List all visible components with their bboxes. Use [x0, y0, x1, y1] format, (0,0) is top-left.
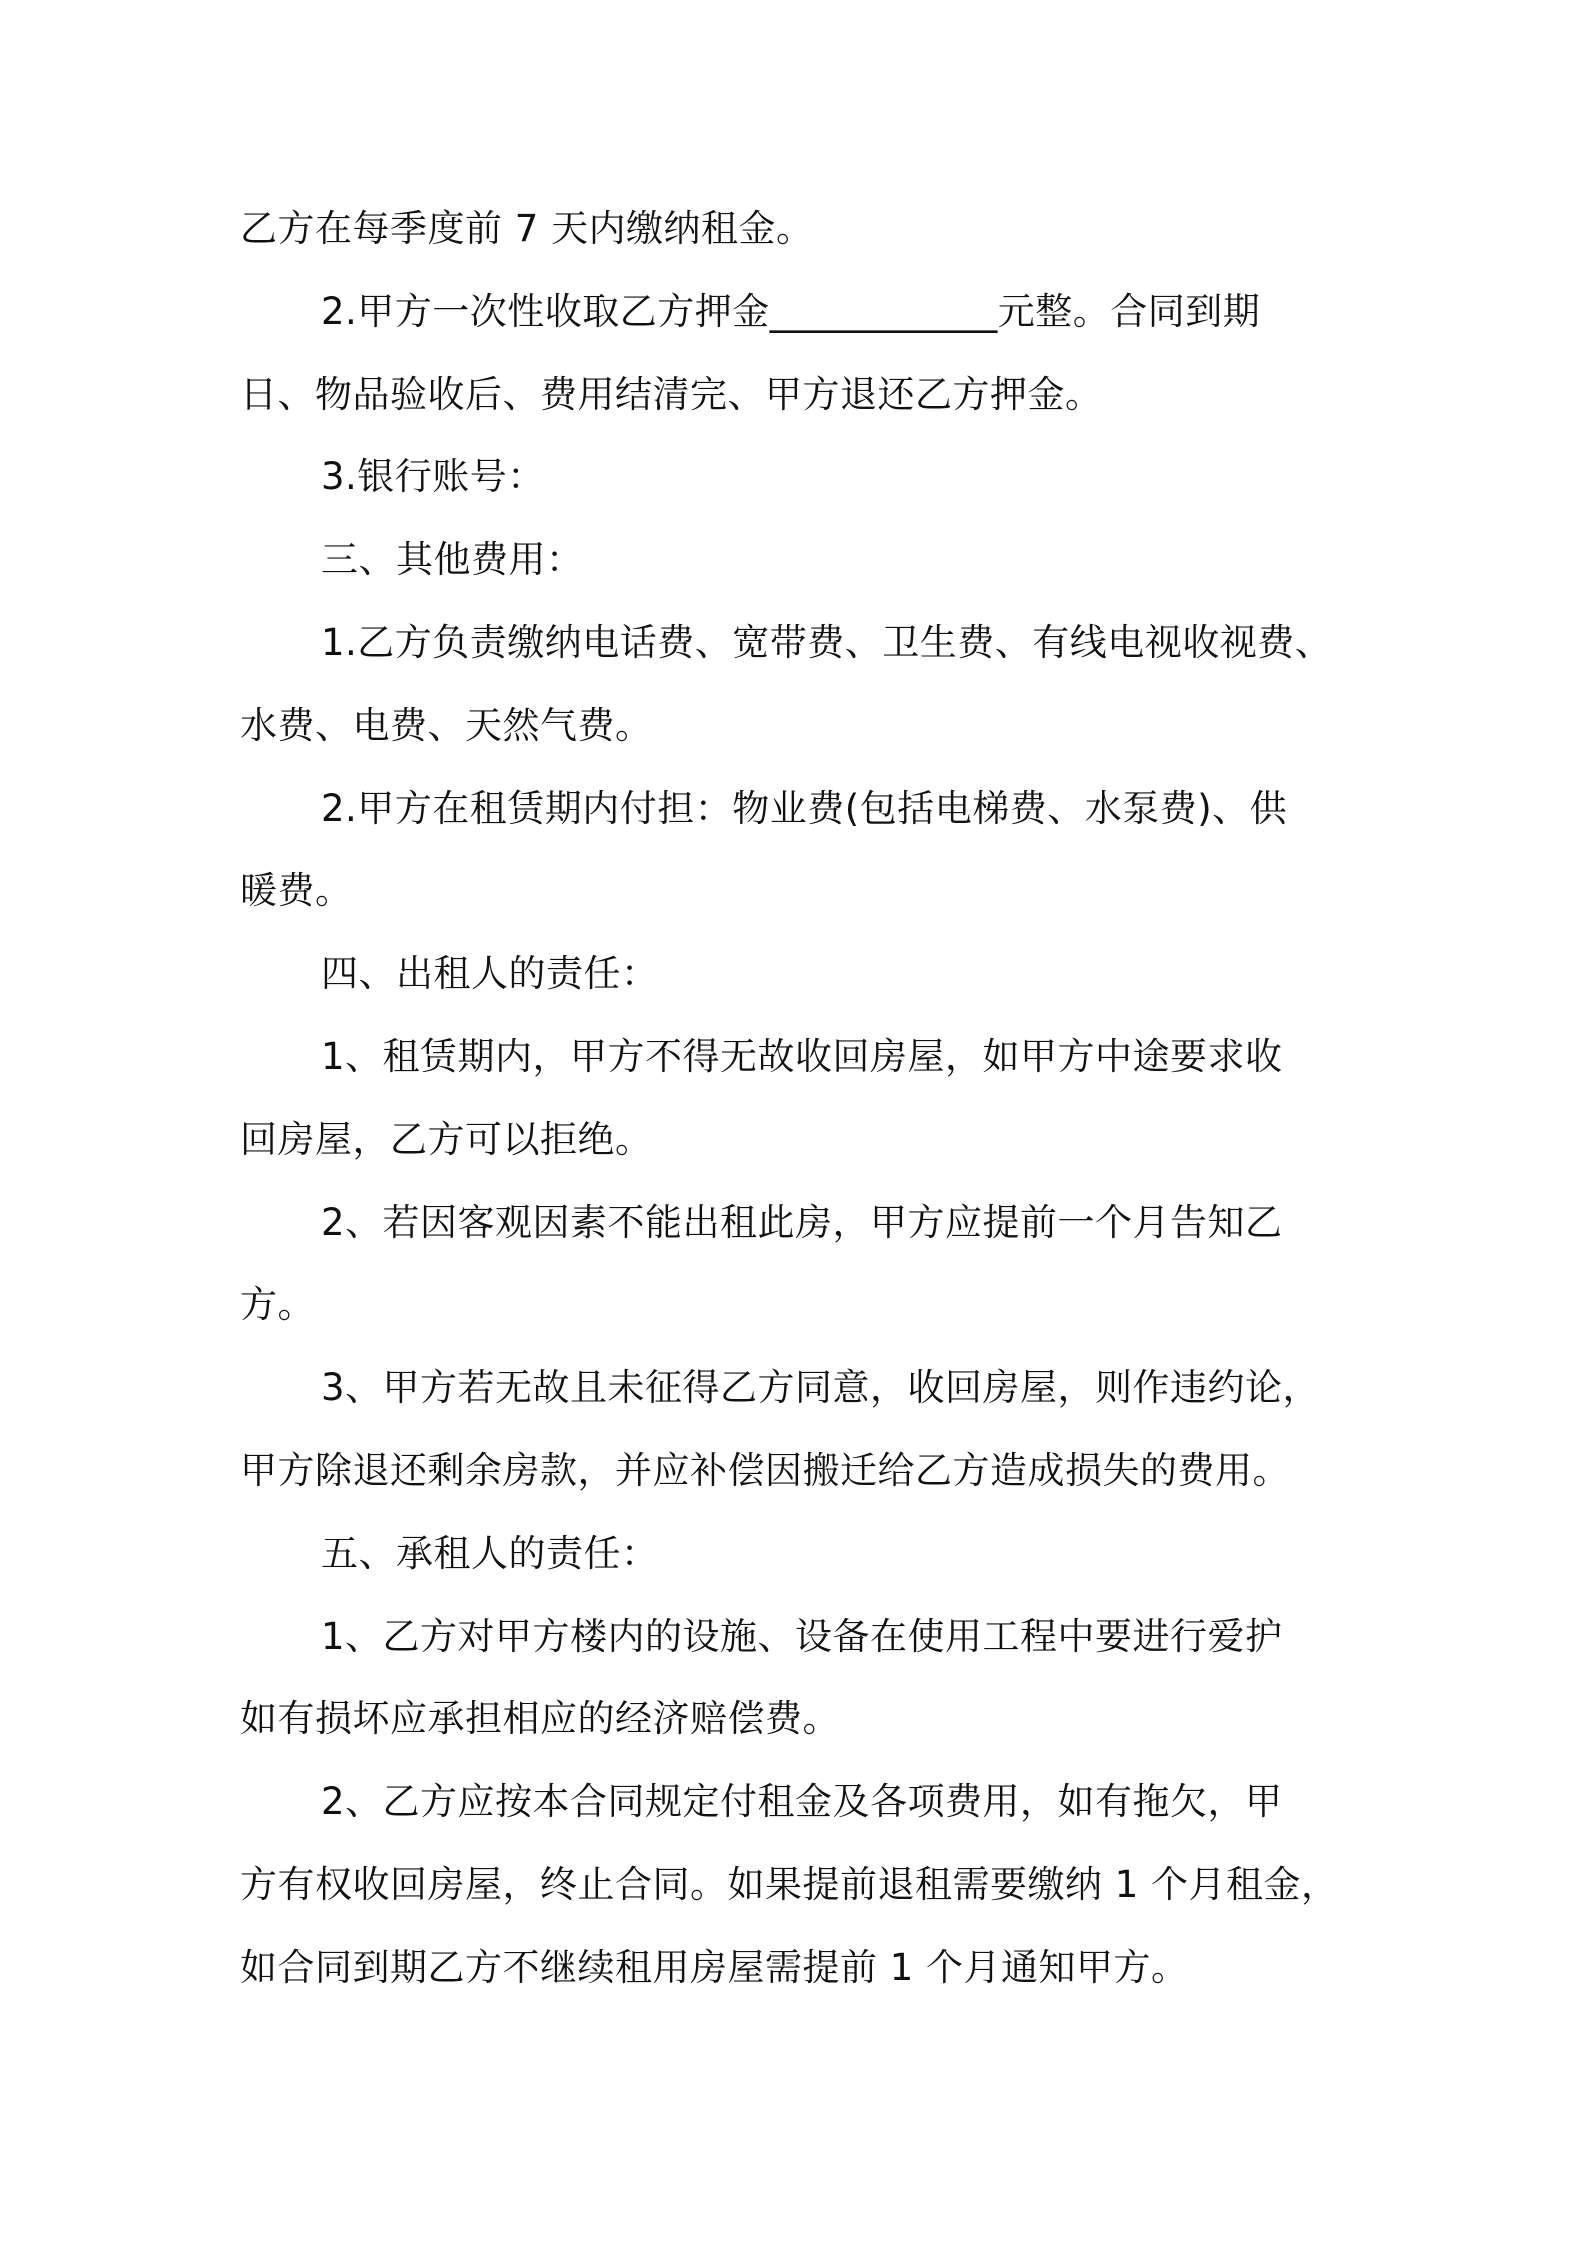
section-heading: 五、承租人的责任：	[321, 1532, 659, 1575]
section-heading: 三、其他费用：	[321, 538, 584, 581]
text-line: 如合同到期乙方不继续租用房屋需提前 1 个月通知甲方。	[240, 1946, 1189, 1989]
text-line: 1.乙方负责缴纳电话费、宽带费、卫生费、有线电视收视费、	[321, 621, 1333, 664]
text-line: 水费、电费、天然气费。	[240, 704, 653, 747]
text-line: 3、甲方若无故且未征得乙方同意，收回房屋，则作违约论，	[321, 1366, 1321, 1409]
text-line: 2.甲方一次性收取乙方押金____________元整。合同到期	[321, 290, 1261, 333]
text-line: 乙方在每季度前 7 天内缴纳租金。	[240, 207, 814, 250]
text-line: 日、物品验收后、费用结清完、甲方退还乙方押金。	[240, 373, 1103, 416]
text-line: 暖费。	[240, 869, 353, 912]
text-line: 2、若因客观因素不能出租此房，甲方应提前一个月告知乙	[321, 1201, 1283, 1244]
text-line: 3.银行账号：	[321, 455, 545, 498]
text-line: 方有权收回房屋，终止合同。如果提前退租需要缴纳 1 个月租金，	[240, 1863, 1339, 1906]
text-line: 2.甲方在租赁期内付担：物业费(包括电梯费、水泵费)、供	[321, 787, 1288, 830]
section-heading: 四、出租人的责任：	[321, 952, 659, 995]
text-line: 甲方除退还剩余房款，并应补偿因搬迁给乙方造成损失的费用。	[240, 1449, 1290, 1492]
text-line: 方。	[240, 1283, 315, 1326]
text-line: 1、租赁期内，甲方不得无故收回房屋，如甲方中途要求收	[321, 1035, 1283, 1078]
text-line: 如有损坏应承担相应的经济赔偿费。	[240, 1697, 840, 1740]
text-line: 2、乙方应按本合同规定付租金及各项费用，如有拖欠，甲	[321, 1780, 1283, 1823]
text-line: 1、乙方对甲方楼内的设施、设备在使用工程中要进行爱护	[321, 1615, 1283, 1658]
text-line: 回房屋，乙方可以拒绝。	[240, 1118, 653, 1161]
